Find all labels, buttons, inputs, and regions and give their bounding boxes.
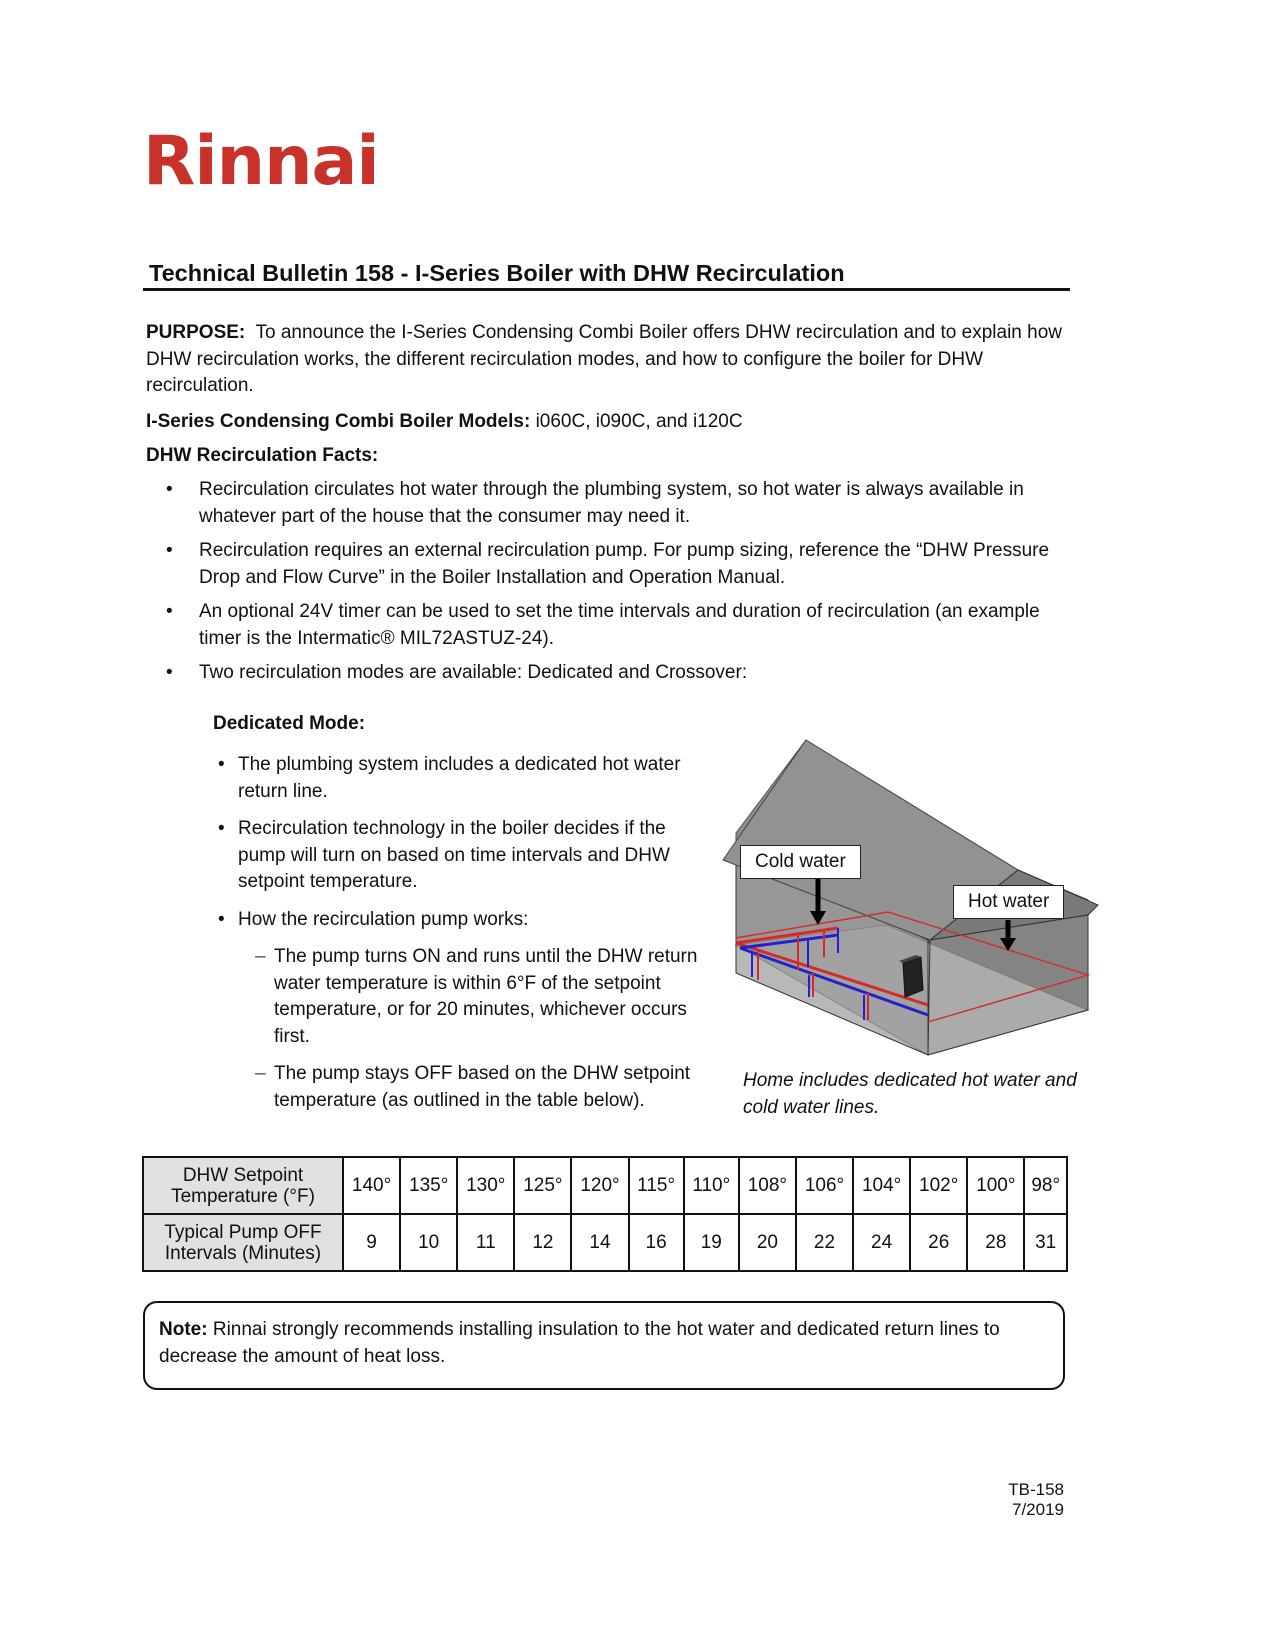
- list-item: [255, 944, 713, 1050]
- bullet-icon: •: [166, 479, 173, 500]
- table-cell: 100°: [967, 1157, 1024, 1214]
- cold-water-label: Cold water: [740, 845, 861, 879]
- table-cell: 28: [967, 1214, 1024, 1271]
- table-cell: 26: [910, 1214, 967, 1271]
- table-cell: 11: [457, 1214, 514, 1271]
- table-cell: 135°: [400, 1157, 457, 1214]
- page-title: Technical Bulletin 158 - I-Series Boiler with DHW Recirculation: [149, 260, 845, 286]
- fact-text: Recirculation requires an external recirculation pump. For pump sizing, reference the “DHW Pressure Drop and Flow Curve” in the Boiler Installation and Operation Manual.: [199, 540, 1050, 588]
- bullet-icon: •: [166, 601, 173, 622]
- rinnai-logo: Rinnai: [143, 122, 379, 201]
- facts-list: [146, 477, 1081, 695]
- table-cell: 98°: [1024, 1157, 1067, 1214]
- facts-heading-text: DHW Recirculation Facts:: [146, 445, 379, 466]
- sub-item-text: The pump stays OFF based on the DHW setpoint temperature (as outlined in the table below).: [274, 1063, 691, 1111]
- note-text: Rinnai strongly recommends installing insulation to the hot water and dedicated return lines to decrease the amount of heat loss.: [159, 1319, 1000, 1367]
- bullet-icon: •: [218, 818, 225, 839]
- purpose-text: To announce the I-Series Condensing Combi Boiler offers DHW recirculation and to explain how DHW recirculation works, the different recirculation modes, and how to configure the boiler for DHW recirculation.: [146, 322, 1062, 396]
- fact-text: An optional 24V timer can be used to set the time intervals and duration of recirculation (an example timer is the Intermatic® MIL72ASTUZ-24).: [199, 601, 1040, 649]
- footer: [1000, 1480, 1064, 1520]
- hot-water-label: Hot water: [953, 885, 1064, 919]
- list-item: [218, 907, 713, 1115]
- models-text: i060C, i090C, and i120C: [535, 411, 743, 432]
- pump-behavior-list: [255, 944, 713, 1114]
- purpose-paragraph: [146, 320, 1076, 400]
- fact-text: Recirculation circulates hot water through the plumbing system, so hot water is always available in whatever part of the house that the consumer may need it.: [199, 479, 1024, 527]
- table-row: [143, 1157, 1067, 1214]
- table-cell: 24: [853, 1214, 910, 1271]
- table-cell: 20: [739, 1214, 796, 1271]
- table-cell: 19: [684, 1214, 739, 1271]
- dedicated-text: The plumbing system includes a dedicated hot water return line.: [238, 754, 681, 802]
- table-cell: 12: [514, 1214, 571, 1271]
- bullet-icon: •: [166, 662, 173, 683]
- table-cell: 10: [400, 1214, 457, 1271]
- sub-item-text: The pump turns ON and runs until the DHW return water temperature is within 6°F of the setpoint temperature, or for 20 minutes, whichever occurs first.: [274, 946, 698, 1047]
- dedicated-text: How the recirculation pump works:: [238, 908, 529, 930]
- list-item: [146, 538, 1081, 591]
- row-header-setpoint: DHW Setpoint Temperature (°F): [143, 1157, 343, 1214]
- list-item: [218, 816, 713, 896]
- fact-text: Two recirculation modes are available: Dedicated and Crossover:: [199, 662, 748, 683]
- table-cell: 120°: [571, 1157, 628, 1214]
- dedicated-mode-heading: Dedicated Mode:: [213, 713, 366, 734]
- row-header-interval: Typical Pump OFF Intervals (Minutes): [143, 1214, 343, 1271]
- doc-id: TB-158: [1008, 1480, 1064, 1499]
- table-cell: 104°: [853, 1157, 910, 1214]
- bullet-icon: •: [218, 908, 225, 930]
- models-line: [146, 409, 1076, 436]
- bullet-icon: •: [166, 540, 173, 561]
- house-diagram: [718, 735, 1103, 1060]
- table-cell: 9: [343, 1214, 400, 1271]
- dash-icon: –: [255, 1063, 266, 1084]
- table-cell: 108°: [739, 1157, 796, 1214]
- dedicated-text: Recirculation technology in the boiler decides if the pump will turn on based on time intervals and DHW setpoint temperature.: [238, 818, 670, 892]
- table-cell: 106°: [796, 1157, 853, 1214]
- list-item: [255, 1061, 713, 1114]
- list-item: [218, 752, 713, 805]
- table-cell: 115°: [629, 1157, 684, 1214]
- table-cell: 16: [629, 1214, 684, 1271]
- table-row: [143, 1214, 1067, 1271]
- bullet-icon: •: [218, 754, 225, 775]
- note-box: [143, 1301, 1065, 1390]
- note-label: Note:: [159, 1319, 208, 1340]
- dedicated-list: [218, 752, 713, 1125]
- table-cell: 22: [796, 1214, 853, 1271]
- table-cell: 125°: [514, 1157, 571, 1214]
- doc-date: 7/2019: [1012, 1500, 1064, 1519]
- table-cell: 140°: [343, 1157, 400, 1214]
- facts-heading: [146, 443, 1076, 470]
- table-cell: 102°: [910, 1157, 967, 1214]
- figure-caption: Home includes dedicated hot water and cold water lines.: [743, 1070, 1077, 1118]
- models-label: I-Series Condensing Combi Boiler Models:: [146, 411, 531, 432]
- list-item: [146, 477, 1081, 530]
- title-divider: [143, 288, 1070, 291]
- list-item: [146, 599, 1081, 652]
- purpose-label: PURPOSE:: [146, 322, 246, 343]
- table-cell: 31: [1024, 1214, 1067, 1271]
- table-cell: 110°: [684, 1157, 739, 1214]
- list-item: [146, 660, 1081, 687]
- table-cell: 14: [571, 1214, 628, 1271]
- dash-icon: –: [255, 946, 266, 967]
- setpoint-interval-table: [142, 1156, 1068, 1272]
- table-cell: 130°: [457, 1157, 514, 1214]
